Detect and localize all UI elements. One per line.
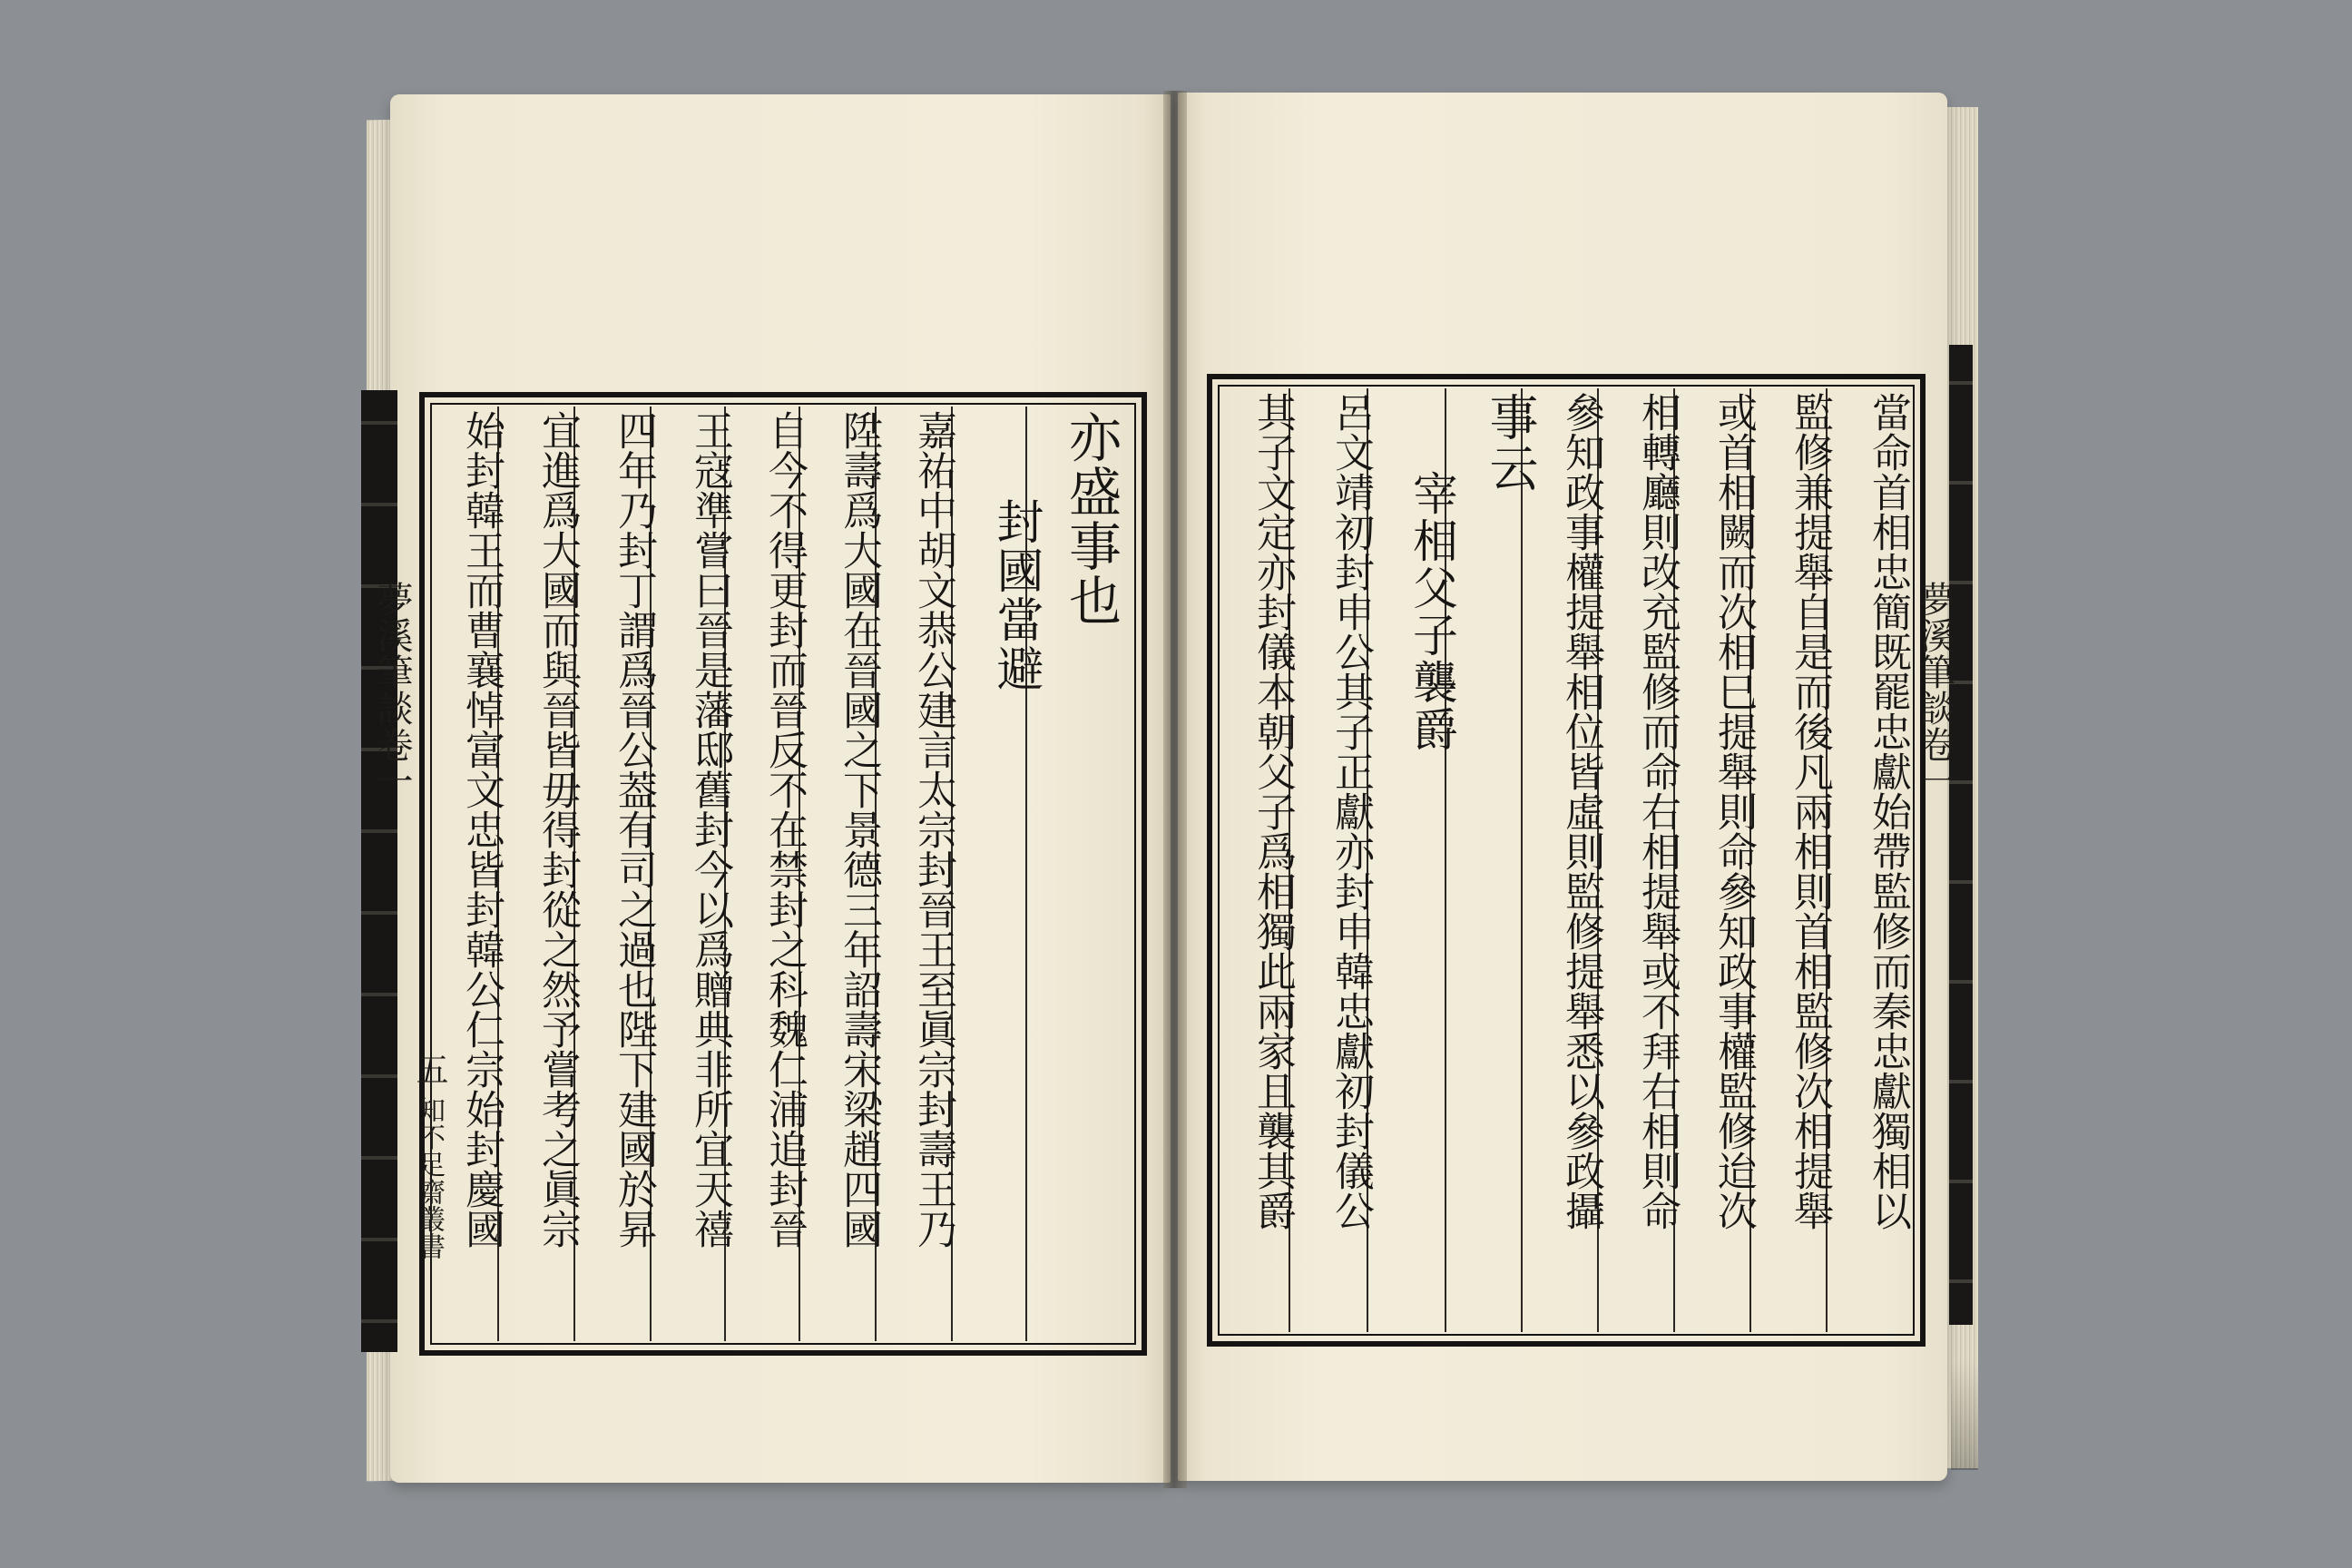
text-column: 四年乃封丁謂爲晉公葢有司之過也陛下建國於昇 [611,410,657,1249]
text-column: 王寇準嘗曰晉是藩邸舊封今以爲贈典非所宜天禧 [687,410,733,1249]
text-column: 相轉廳則改充監修而命右相提舉或不拜右相則命 [1634,392,1681,1230]
text-column: 或首相闕而次相巳提舉則命參知政事權監修迨次 [1710,392,1757,1230]
text-column: 呂文靖初封申公其子正獻亦封申韓忠獻初封儀公 [1328,392,1374,1230]
left-print-frame [419,392,1147,1356]
left-edge-ink-band [361,390,397,1352]
text-column: 自今不得更封而晉反不在禁封之科魏仁浦追封晉 [761,410,808,1249]
text-column: 當命首相忠簡既罷忠獻始帶監修而秦忠獻獨相以 [1865,392,1911,1230]
right-edge-ink-band [1949,345,1973,1325]
book-gutter [1163,91,1187,1488]
text-column: 陞壽爲大國在晉國之下景德三年詔壽宋梁趙四國 [836,410,882,1249]
right-print-frame [1207,374,1926,1347]
text-column: 其子文定亦封儀本朝父子爲相獨此兩家且襲其爵 [1250,392,1296,1230]
text-column: 宜進爲大國而與晉皆毋得封從之然予嘗考之眞宗 [534,410,581,1249]
text-column: 始封韓王而曹襄悼富文忠皆封韓公仁宗始封慶國 [458,410,505,1249]
text-column: 參知政事權提舉相位皆虛則監修提舉悉以參政攝 [1558,392,1604,1230]
left-center-strip-page: 五 [411,1053,448,1085]
text-column: 嘉祐中胡文恭公建言太宗封晉王至眞宗封壽王乃 [910,410,956,1249]
book-edge-shadow [1951,1361,1978,1470]
left-center-strip-publisher: 知不足齋叢書 [413,1096,445,1259]
section-heading: 宰相父子襲爵 [1406,470,1458,753]
left-center-strip-title: 夢溪筆談卷一 [371,581,413,799]
section-heading: 封國當避 [988,497,1043,693]
text-column: 監修兼提舉自是而後凡兩相則首相監修次相提舉 [1787,392,1833,1230]
text-column: 亦盛事也 [1060,410,1122,628]
column-rule [1521,388,1523,1332]
right-center-strip-title: 夢溪筆談卷一 [1914,581,1955,799]
text-column: 事云 [1482,392,1539,494]
